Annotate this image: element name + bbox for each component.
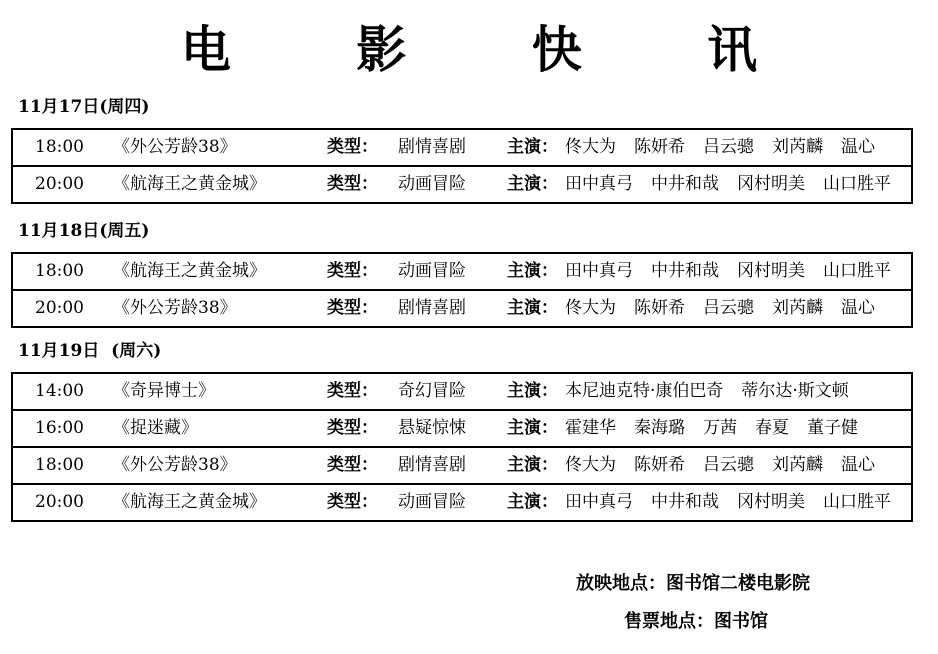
cast-member: 董子健 (807, 418, 858, 438)
screening-time: 20:00 (35, 298, 84, 318)
cast-list (565, 485, 909, 520)
cast-list (565, 411, 876, 446)
cast-member: 中井和哉 (651, 492, 719, 512)
screening-venue: 放映地点：图书馆二楼电影院 (576, 573, 810, 594)
genre-label: 类型： (327, 418, 378, 438)
schedule-table-nov18 (11, 252, 913, 328)
film-title: 《航海王之黄金城》 (113, 261, 266, 281)
day-label-nov19: 11月19日 (周六) (18, 341, 162, 361)
screening-row (13, 130, 911, 167)
schedule-table-nov17 (11, 128, 913, 204)
screening-row (13, 254, 911, 291)
screening-time: 18:00 (35, 261, 84, 281)
cast-label: 主演： (507, 298, 558, 318)
genre-label: 类型： (327, 298, 378, 318)
screening-row (13, 291, 911, 326)
cast-label: 主演： (507, 455, 558, 475)
genre-label: 类型： (327, 381, 378, 401)
film-title: 《外公芳龄38》 (113, 455, 237, 475)
cast-member: 冈村明美 (737, 261, 805, 281)
film-genre: 动画冒险 (398, 492, 466, 512)
genre-label: 类型： (327, 492, 378, 512)
cast-list (565, 130, 893, 165)
cast-label: 主演： (507, 174, 558, 194)
screening-time: 18:00 (35, 137, 84, 157)
screening-time: 14:00 (35, 381, 84, 401)
cast-list (565, 167, 909, 202)
cast-label: 主演： (507, 381, 558, 401)
screening-row (13, 448, 911, 485)
cast-member: 温心 (841, 298, 875, 318)
page-title: 电 影 快 讯 (180, 20, 812, 79)
cast-member: 陈妍希 (634, 298, 685, 318)
cast-member: 陈妍希 (634, 455, 685, 475)
film-genre: 剧情喜剧 (398, 137, 466, 157)
cast-member: 春夏 (755, 418, 789, 438)
film-title: 《外公芳龄38》 (113, 298, 237, 318)
cast-member: 刘芮麟 (772, 137, 823, 157)
film-genre: 动画冒险 (398, 261, 466, 281)
cast-member: 佟大为 (565, 455, 616, 475)
day-label-nov17: 11月17日(周四) (18, 97, 150, 117)
genre-label: 类型： (327, 261, 378, 281)
cast-member: 田中真弓 (565, 174, 633, 194)
film-title: 《航海王之黄金城》 (113, 174, 266, 194)
cast-member: 本尼迪克特·康伯巴奇 (565, 381, 724, 401)
genre-label: 类型： (327, 174, 378, 194)
film-genre: 动画冒险 (398, 174, 466, 194)
cast-member: 冈村明美 (737, 492, 805, 512)
cast-member: 吕云骢 (703, 298, 754, 318)
cast-member: 山口胜平 (823, 174, 891, 194)
cast-member: 吕云骢 (703, 455, 754, 475)
screening-time: 20:00 (35, 174, 84, 194)
cast-member: 佟大为 (565, 137, 616, 157)
cast-member: 田中真弓 (565, 261, 633, 281)
screening-row (13, 411, 911, 448)
day-label-nov18: 11月18日(周五) (18, 221, 150, 241)
cast-list (565, 374, 867, 409)
screening-row (13, 167, 911, 202)
ticket-venue: 售票地点：图书馆 (624, 611, 768, 632)
cast-list (565, 291, 893, 326)
cast-member: 田中真弓 (565, 492, 633, 512)
cast-label: 主演： (507, 261, 558, 281)
cast-member: 山口胜平 (823, 261, 891, 281)
cast-member: 冈村明美 (737, 174, 805, 194)
cast-label: 主演： (507, 418, 558, 438)
cast-member: 蒂尔达·斯文顿 (741, 381, 849, 401)
cast-list (565, 254, 909, 289)
cast-member: 温心 (841, 455, 875, 475)
cast-member: 陈妍希 (634, 137, 685, 157)
cast-member: 佟大为 (565, 298, 616, 318)
cast-member: 山口胜平 (823, 492, 891, 512)
cast-list (565, 448, 893, 483)
screening-row (13, 374, 911, 411)
cast-member: 吕云骢 (703, 137, 754, 157)
cast-member: 温心 (841, 137, 875, 157)
film-title: 《外公芳龄38》 (113, 137, 237, 157)
screening-time: 16:00 (35, 418, 84, 438)
film-title: 《航海王之黄金城》 (113, 492, 266, 512)
cast-member: 中井和哉 (651, 261, 719, 281)
genre-label: 类型： (327, 455, 378, 475)
cast-member: 刘芮麟 (772, 298, 823, 318)
cast-member: 中井和哉 (651, 174, 719, 194)
film-genre: 奇幻冒险 (398, 381, 466, 401)
film-title: 《奇异博士》 (113, 381, 215, 401)
film-genre: 悬疑惊悚 (398, 418, 466, 438)
cast-member: 秦海璐 (634, 418, 685, 438)
screening-time: 20:00 (35, 492, 84, 512)
cast-member: 霍建华 (565, 418, 616, 438)
screening-row (13, 485, 911, 520)
cast-member: 刘芮麟 (772, 455, 823, 475)
film-genre: 剧情喜剧 (398, 298, 466, 318)
cast-member: 万茜 (703, 418, 737, 438)
genre-label: 类型： (327, 137, 378, 157)
screening-time: 18:00 (35, 455, 84, 475)
cast-label: 主演： (507, 137, 558, 157)
film-genre: 剧情喜剧 (398, 455, 466, 475)
film-title: 《捉迷藏》 (113, 418, 198, 438)
cast-label: 主演： (507, 492, 558, 512)
schedule-table-nov19 (11, 372, 913, 522)
